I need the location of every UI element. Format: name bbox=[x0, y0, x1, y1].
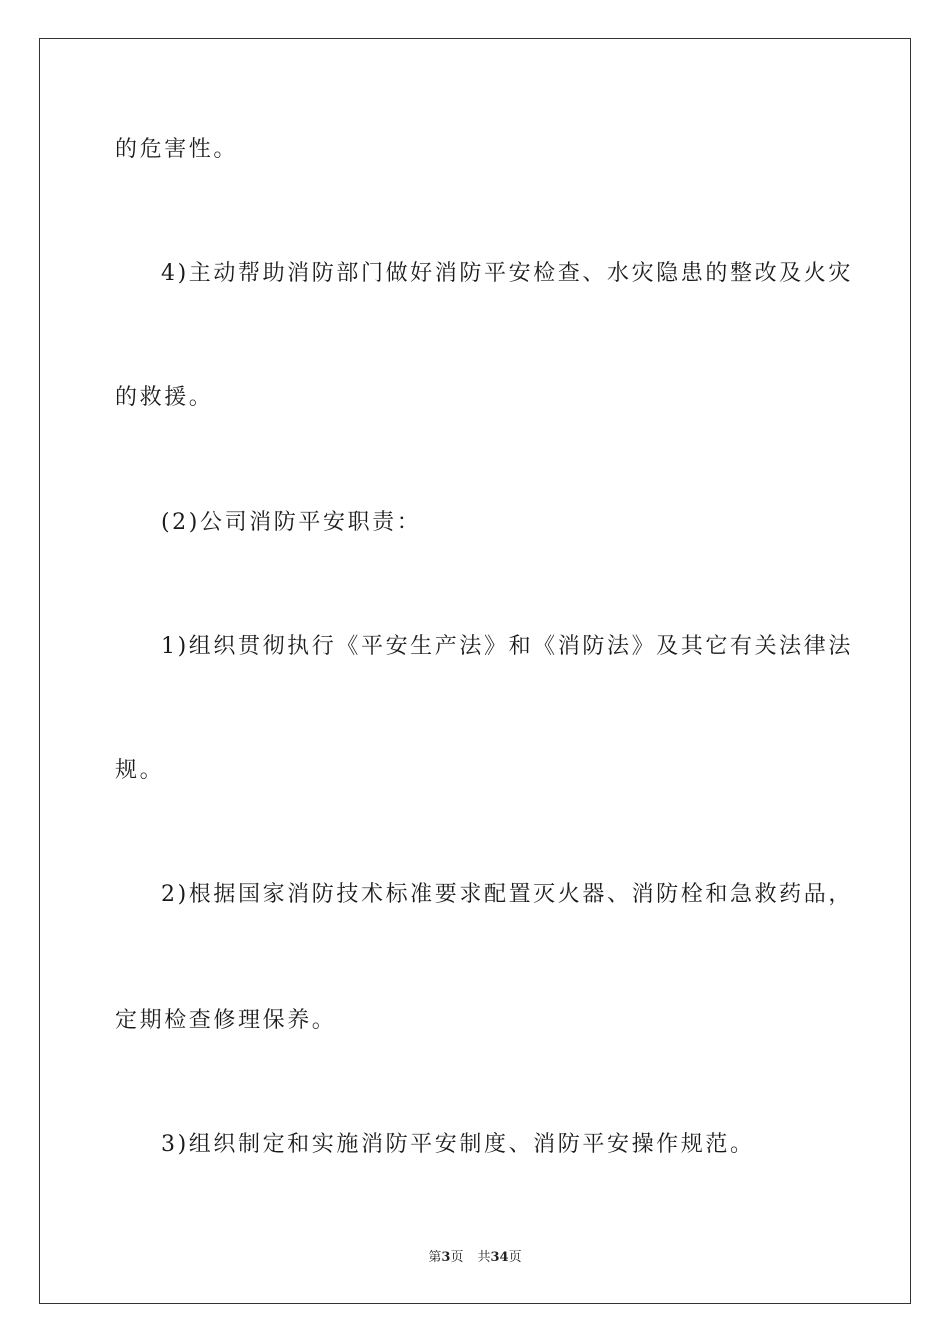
paragraph-line-8: 定期检查修理保养。 bbox=[115, 1008, 337, 1033]
page-border bbox=[39, 38, 911, 1304]
paragraph-line-3: 的救援。 bbox=[115, 385, 214, 410]
page-footer bbox=[0, 1246, 950, 1265]
page-suffix: 页 bbox=[450, 1250, 464, 1265]
paragraph-line-5: 1)组织贯彻执行《平安生产法》和《消防法》及其它有关法律法 bbox=[161, 634, 853, 659]
paragraph-line-1: 的危害性。 bbox=[115, 137, 239, 162]
section-heading: (2)公司消防平安职责： bbox=[161, 510, 422, 535]
paragraph-line-2: 4)主动帮助消防部门做好消防平安检查、水灾隐患的整改及火灾 bbox=[161, 261, 853, 286]
total-pages: 34 bbox=[490, 1250, 509, 1265]
total-suffix: 页 bbox=[508, 1250, 522, 1265]
page-number: 3 bbox=[441, 1250, 451, 1265]
paragraph-line-9: 3)组织制定和实施消防平安制度、消防平安操作规范。 bbox=[161, 1132, 755, 1157]
total-prefix: 共 bbox=[477, 1250, 491, 1265]
paragraph-line-6: 规。 bbox=[115, 758, 165, 783]
paragraph-line-7: 2)根据国家消防技术标准要求配置灭火器、消防栓和急救药品， bbox=[161, 882, 853, 907]
page-prefix: 第 bbox=[428, 1250, 442, 1265]
